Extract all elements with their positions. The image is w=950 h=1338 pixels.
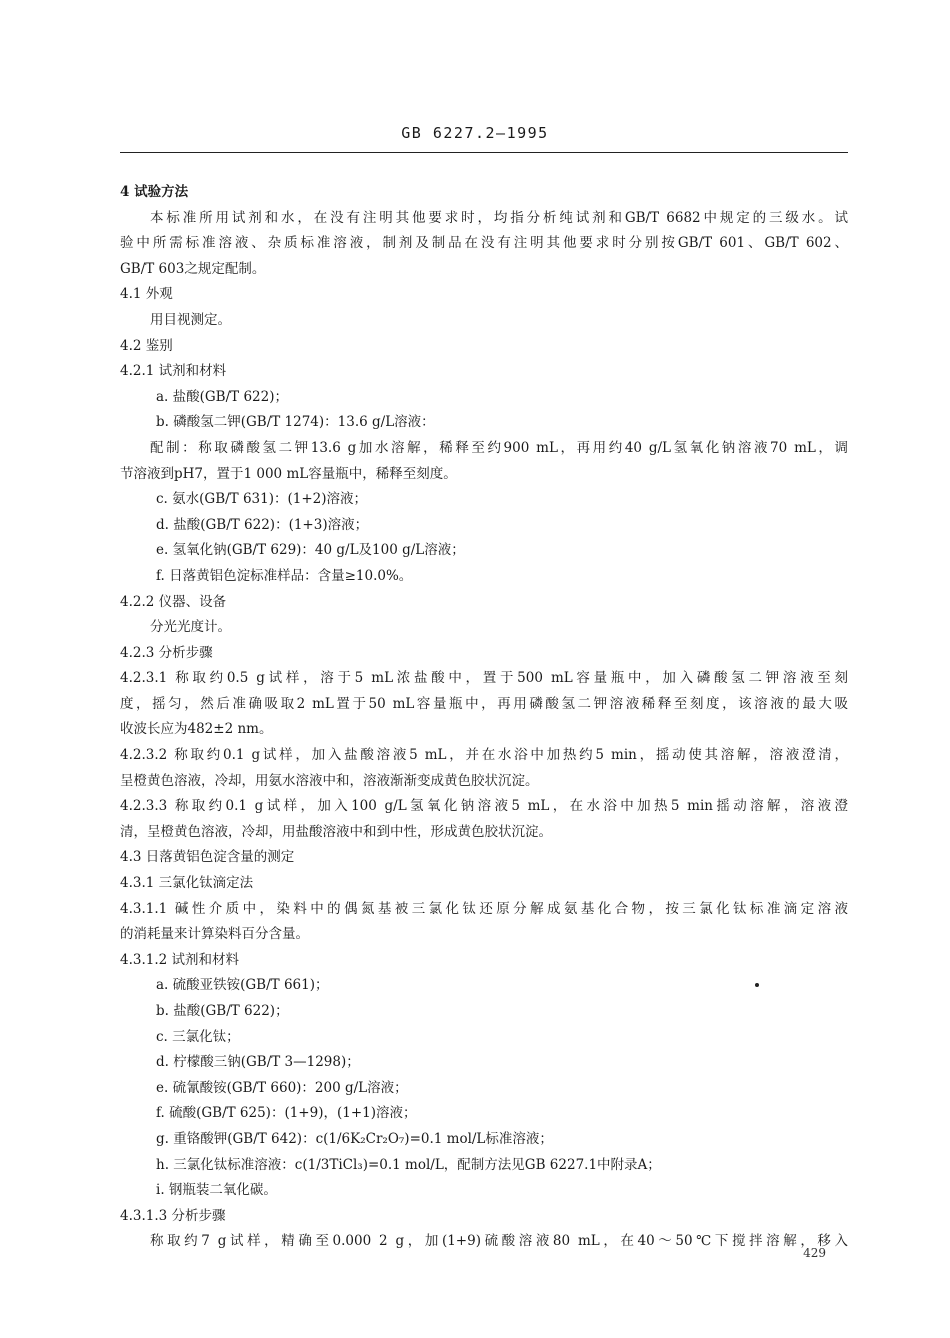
paragraph-line: 配制：称取磷酸氢二钾13.6 g加水溶解，稀释至约900 mL，再用约40 g/L氢氧化钠溶液70 mL，调 xyxy=(150,439,848,456)
stray-mark xyxy=(755,983,759,987)
clause-heading: 4.1 外观 xyxy=(120,286,173,303)
clause-heading: 4.2 鉴别 xyxy=(120,337,173,354)
paragraph-line: 的消耗量来计算染料百分含量。 xyxy=(120,926,309,943)
page-number: 429 xyxy=(803,1246,826,1260)
list-item: a. 盐酸(GB/T 622)； xyxy=(156,388,288,405)
document-body xyxy=(120,180,848,1255)
clause-heading: 4.2.1 试剂和材料 xyxy=(120,363,227,380)
paragraph-line: 收波长应为482±2 nm。 xyxy=(120,721,273,738)
list-item: h. 三氯化钛标准溶液：c(1/3TiCl₃)=0.1 mol/L，配制方法见GB 6227.1中附录A； xyxy=(156,1156,661,1173)
paragraph-line: GB/T 603之规定配制。 xyxy=(120,260,266,277)
paragraph-line: 本标准所用试剂和水，在没有注明其他要求时，均指分析纯试剂和GB/T 6682中规定的三级水。试 xyxy=(150,209,848,226)
list-item: e. 氢氧化钠(GB/T 629)：40 g/L及100 g/L溶液； xyxy=(156,542,465,559)
paragraph-line: 验中所需标准溶液、杂质标准溶液，制剂及制品在没有注明其他要求时分别按GB/T 601、GB/T 602、 xyxy=(120,235,848,252)
list-item: i. 钢瓶装二氧化碳。 xyxy=(156,1182,277,1199)
paragraph-line: 分光光度计。 xyxy=(150,619,231,636)
list-item: f. 日落黄铝色淀标准样品：含量≥10.0%。 xyxy=(156,567,413,584)
paragraph-line: 4.3.1.1 碱性介质中，染料中的偶氮基被三氯化钛还原分解成氨基化合物，按三氯化钛标准滴定溶液 xyxy=(120,900,848,917)
paragraph-line: 称取约7 g试样，精确至0.000 2 g，加(1+9)硫酸溶液80 mL，在40～50℃下搅拌溶解，移入 xyxy=(150,1233,848,1250)
clause-heading: 4.3 日落黄铝色淀含量的测定 xyxy=(120,849,295,866)
paragraph-line: 用目视测定。 xyxy=(150,311,231,328)
list-item: a. 硫酸亚铁铵(GB/T 661)； xyxy=(156,977,329,994)
list-item: f. 硫酸(GB/T 625)：(1+9)，(1+1)溶液； xyxy=(156,1105,417,1122)
clause-heading: 4.3.1 三氯化钛滴定法 xyxy=(120,875,254,892)
clause-heading: 4.2.3 分析步骤 xyxy=(120,644,213,661)
section-heading: 4 试验方法 xyxy=(120,184,189,200)
clause-heading: 4.3.1.2 试剂和材料 xyxy=(120,951,240,968)
list-item: d. 盐酸(GB/T 622)：(1+3)溶液； xyxy=(156,516,369,533)
list-item: e. 硫氰酸铵(GB/T 660)：200 g/L溶液； xyxy=(156,1079,408,1096)
clause-heading: 4.3.1.3 分析步骤 xyxy=(120,1207,226,1224)
paragraph-line: 度，摇匀，然后准确吸取2 mL置于50 mL容量瓶中，再用磷酸氢二钾溶液稀释至刻度，该溶液的最大吸 xyxy=(120,695,848,712)
paragraph-line: 呈橙黄色溶液，冷却，用氨水溶液中和，溶液渐渐变成黄色胶状沉淀。 xyxy=(120,772,539,789)
list-item: c. 氨水(GB/T 631)：(1+2)溶液； xyxy=(156,491,368,508)
header-rule xyxy=(120,152,848,153)
document-header: GB 6227.2—1995 xyxy=(401,124,549,142)
list-item: b. 盐酸(GB/T 622)； xyxy=(156,1003,289,1019)
paragraph-line: 4.2.3.3 称取约0.1 g试样，加入100 g/L氢氧化钠溶液5 mL，在水浴中加热5 min摇动溶解，溶液澄 xyxy=(120,798,848,815)
list-item: b. 磷酸氢二钾(GB/T 1274)：13.6 g/L溶液： xyxy=(156,414,435,431)
paragraph-line: 4.2.3.1 称取约0.5 g试样，溶于5 mL浓盐酸中，置于500 mL容量瓶中，加入磷酸氢二钾溶液至刻 xyxy=(120,670,848,687)
list-item: d. 柠檬酸三钠(GB/T 3—1298)； xyxy=(156,1054,360,1071)
list-item: g. 重铬酸钾(GB/T 642)：c(1/6K₂Cr₂O₇)=0.1 mol/L标准溶液； xyxy=(156,1130,553,1147)
paragraph-line: 节溶液到pH7，置于1 000 mL容量瓶中，稀释至刻度。 xyxy=(120,465,457,482)
clause-heading: 4.2.2 仪器、设备 xyxy=(120,593,227,610)
paragraph-line: 清，呈橙黄色溶液，冷却，用盐酸溶液中和到中性，形成黄色胶状沉淀。 xyxy=(120,823,552,840)
paragraph-line: 4.2.3.2 称取约0.1 g试样，加入盐酸溶液5 mL，并在水浴中加热约5 min，摇动使其溶解，溶液澄清， xyxy=(120,747,848,764)
list-item: c. 三氯化钛； xyxy=(156,1028,240,1045)
